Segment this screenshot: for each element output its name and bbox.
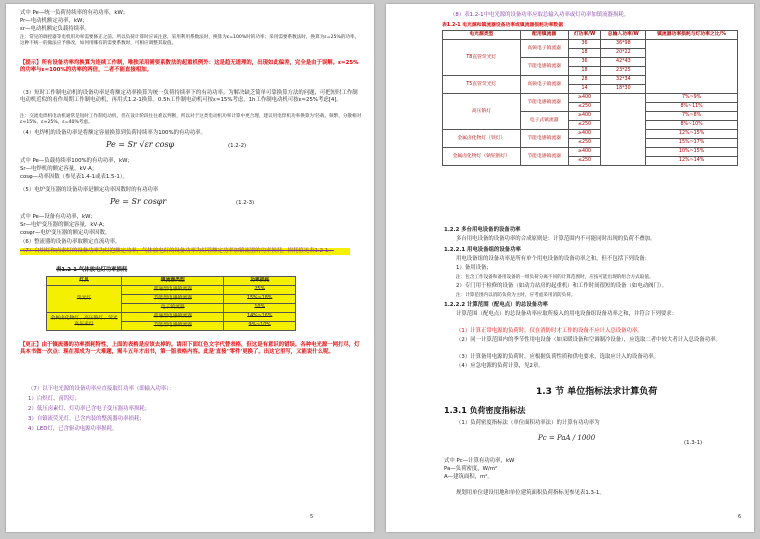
- table-cell: [646, 40, 738, 94]
- page-number: 6: [738, 514, 742, 520]
- equation-number: (1.2-3): [236, 200, 255, 206]
- list-item: 2）低压卤素灯、灯功率已含电子变压器功率损耗；: [28, 406, 151, 412]
- table-cell: 荧光灯: [47, 286, 122, 313]
- text-line: A—建筑面积，m²。: [444, 474, 493, 480]
- list-item: （4）应急电源的负荷计算，见2章。: [456, 363, 544, 369]
- list-item: （7）以下电光源的设备功率应直接取灯功率（即输入功率）：: [28, 386, 175, 392]
- list-item: 1）备用设备；: [456, 265, 492, 271]
- note-text: 注：交流电焊机电动机通常是短时工作制电动机，但在设计阶段往往难以判断，所以对于这类电动机功率计算中更合理，建议用电焊机功率换算为'轻载、频繁、分散相对ε≈15%，ε≈25%，ε=40%考虑。: [20, 114, 362, 125]
- text-line: Pr—电动机额定功率，kW；: [20, 18, 88, 24]
- table-cell: 节能电感镇流器: [520, 148, 568, 166]
- table-cell: 8%~11%: [646, 103, 738, 112]
- table-cell: 普通型电感镇流器: [122, 313, 224, 322]
- table-cell: ≥400: [568, 148, 601, 157]
- table-cell: 12%~14%: [646, 157, 738, 166]
- paragraph: 多台用电设备的设备功率的合成原则是：计算范围内不可能同时出现的负荷不叠加。: [456, 236, 656, 242]
- table-cell: 节能型电感镇流器: [122, 295, 224, 304]
- note-text: 注：包含工作设备和备用设备的一组负荷分离不同的计算范围时，应按可能出现的组合方式取值。: [456, 275, 654, 280]
- table-cell: 9%~10%: [224, 322, 296, 331]
- table-cell: 14%~16%: [224, 313, 296, 322]
- table-header: 总输入功率/W: [601, 31, 646, 40]
- table-cell: 节能电感镇流器: [520, 130, 568, 148]
- table-header: 功率损耗: [224, 277, 296, 286]
- table-cell: 18: [568, 67, 601, 76]
- paragraph: （6）整流器的设备功率取额定直流功率。: [20, 239, 121, 245]
- table-cell: 节能电感镇流器: [520, 58, 568, 76]
- table-cell: 7%~9%: [646, 94, 738, 103]
- text-line: 式中 Pc—计算有功功率，kW: [444, 458, 515, 464]
- table-cell: 普通型电感镇流器: [122, 286, 224, 295]
- equation-2: Pe = Sr cosφr: [110, 197, 167, 206]
- table-cell: 42*43: [601, 58, 646, 67]
- right-page: [386, 4, 754, 532]
- table-cell: 14: [568, 85, 601, 94]
- table-cell: ≤250: [568, 139, 601, 148]
- list-item: 4）LED灯，已含驱动电源功率损耗。: [28, 426, 118, 432]
- paragraph: 用电设备组的设备功率是所有单个用电设备的设备功率之和，但不包括下列设备：: [456, 256, 651, 262]
- struck-paragraph: （7）白炽灯和卤素灯的设备功率为灯泡额定功率，气体放电灯的设备功率为灯管额定功率加镇流器的功率损耗，损耗值见表1.2-1。: [20, 248, 350, 255]
- list-item: （3）计算备用电源的负荷时，应根据负荷性质和供电要求，选取应计入的设备功率。: [456, 354, 659, 360]
- equation-1: Pe = Sr √εr cosφ: [106, 140, 175, 149]
- equation-number: (1.3-1): [684, 440, 703, 446]
- table-cell: 36: [568, 58, 601, 67]
- table-cell: 金属卤化物灯、高压钠灯、荧光高压汞灯: [47, 313, 122, 331]
- table-header: 镇流器功率损耗与灯功率之比/%: [646, 31, 738, 40]
- paragraph: （1）负荷密度指标法（单位面积功率法）的计算有功功率为: [456, 420, 600, 426]
- table-cell: 10%~15%: [646, 148, 738, 157]
- table-cell: 15%~17%: [646, 139, 738, 148]
- section-heading: 1.2.2.1 用电设备组的设备功率: [444, 247, 521, 253]
- table-cell: 8%~10%: [646, 121, 738, 130]
- table-cell: ≤250: [568, 157, 601, 166]
- table-caption: 表1.2-1 电光源和镇流器设备功率或镇流器损耗功率数据: [442, 23, 564, 28]
- correction-block: 【更正】由于镇流器的功率损耗特性，上面的表格是应该去掉的。请用下面红色文字代替表格，但这是有意识的错误。各种电光源一网打尽，灯具本书做一次点：现在那成为一大难题，需斗五年才出书，第一版表格内容。此是'直接''零件'更换了。出这它里写，又能说什么呢。: [20, 342, 360, 356]
- list-item: （2）同一计算范围内的季节性用电设备（如采暖设备和空调制冷设备），应选取二者中较大者计入总设备功率。: [456, 337, 721, 343]
- table-cell: 金属卤化物灯（钠铊铟灯）: [443, 148, 521, 166]
- table-cell: 12%~15%: [646, 130, 738, 139]
- table-header: 镇流器类型: [122, 277, 224, 286]
- table-cell: ≥400: [568, 130, 601, 139]
- section-heading: 1.3.1 负荷密度指标法: [444, 406, 526, 415]
- table-cell: 电子镇流器: [122, 304, 224, 313]
- text-line: cosφ—功率因数（参见表1.4-1或表1.5-1）。: [20, 174, 128, 180]
- equation-number: (1.2-2): [228, 143, 247, 149]
- text-line: Sr—电焊机的额定容量，kV·A；: [20, 166, 98, 172]
- section-heading: 1.2.2.2 计算范围（配电点）的总设备功率: [444, 302, 548, 308]
- table-cell: 25%: [224, 286, 296, 295]
- table-cell: T8直管荧光灯: [443, 40, 521, 76]
- table-cell: 32*34: [601, 76, 646, 85]
- table-header: 灯具: [47, 277, 122, 286]
- text-line: Pa—负荷密度，W/m²: [444, 466, 498, 472]
- table-cell: 高频电子镇流器: [520, 76, 568, 94]
- table-cell: ≥400: [568, 112, 601, 121]
- table-header: 配用镇流器: [520, 31, 568, 40]
- table-caption: 表1.2-1 气体放电灯功率损耗: [56, 267, 128, 273]
- table-cell: 18: [568, 49, 601, 58]
- text-line: 式中 Pe—设备有功功率，kW；: [20, 214, 96, 220]
- light-source-table: [442, 30, 738, 166]
- text-line: εr—电动机额定负载持续率。: [20, 26, 90, 32]
- page-number: 5: [310, 514, 314, 520]
- note-text: 注：常见的调控器等电机用功率需要修正之前。所以负荷计算时应该注意，采用利用系数法时，换算为ε=100%时的功率；采用需要系数法时，换算为ε=25%的功率，这种不统一的做法应予修改，如何用哪有的需要系数时，可相应调整其取值。: [20, 35, 360, 46]
- table-cell: ≥400: [568, 94, 601, 103]
- list-item: 1）白炽灯、卤钨灯；: [28, 396, 80, 402]
- table-cell: 7%~8%: [646, 112, 738, 121]
- table-cell: 28: [568, 76, 601, 85]
- chapter-heading: 1.3 节 单位指标法求计算负荷: [536, 387, 658, 397]
- paragraph: （5）电炉变压器的设备功率是额定功率因数时的有功功率: [20, 187, 159, 193]
- table-cell: ≤250: [568, 121, 601, 130]
- paragraph: 计算范围（配电点）的总设备功率应取所接入的用电设备组设备功率之和，并符合下列要求：: [456, 311, 678, 317]
- table-cell: ≤250: [568, 103, 601, 112]
- note-text: 注：计算范围内以消防负荷为主时，应考虑采用消防负荷。: [456, 293, 576, 298]
- table-cell: 36: [568, 40, 601, 49]
- table-header: 灯功率/W: [568, 31, 601, 40]
- text-line: 式中 Pe—负载持续率100%的有功功率，kW；: [20, 158, 133, 164]
- list-item: 3）自镇流荧光灯，已含内装的整流器功率损耗；: [28, 416, 145, 422]
- paragraph: （4）电焊机的设备功率是将额定容量换算到负荷持续率为100%的有功功率。: [20, 130, 206, 136]
- paragraph: 规划用单位建设用地和单位建筑面积负荷指标见参见表1.3-1。: [456, 490, 605, 496]
- table-cell: 10%: [224, 304, 296, 313]
- text-line: cosφr—电炉变压器的额定功率因数。: [20, 230, 111, 236]
- table-cell: 节能型电感镇流器: [122, 322, 224, 331]
- table-cell: 36*98: [601, 40, 646, 49]
- text-line: Sr—电炉变压器的额定容量，kV·A；: [20, 222, 108, 228]
- table-cell: 18*30: [601, 85, 646, 94]
- table-cell: 金属卤化物灯（铁灯）: [443, 130, 521, 148]
- table-cell: 23*25: [601, 67, 646, 76]
- table-cell: 高频电子镇流器: [520, 40, 568, 58]
- list-item: （1）计算正常电源的负荷时，仅在消防时才工作的设备不应计入总设备功率。: [456, 328, 643, 334]
- left-page: [6, 4, 374, 532]
- table-cell: [601, 94, 646, 166]
- list-item: 2）专门用于检修的设备（如动力站房的起重机）和工作时间很短的设备（如电动阀门）。: [456, 283, 667, 289]
- table-cell: 20*22: [601, 49, 646, 58]
- table-cell: 电子式镇流器: [520, 112, 568, 130]
- tip-block: 【提示】所有设备功率均换算为连续工作制，唯独采用需要系数法的起重机例外：这是趋无道理的，出现如此偏差，完全是由于误解。ε=25%的功率与ε=100%的功率的两倍，二者不能直接相加。: [20, 60, 359, 74]
- table-header: 电光源类型: [443, 31, 521, 40]
- text-line: 式中 Pe—统一负荷持续率的有功功率，kW；: [20, 10, 129, 16]
- intro-text: （8）表1.2-1中电光源的设备功率应取总输入功率或灯功率加镇流器损耗。: [450, 12, 630, 18]
- table-cell: T5直管荧光灯: [443, 76, 521, 94]
- loss-table: [46, 276, 296, 331]
- table-cell: 15%~18%: [224, 295, 296, 304]
- table-cell: 节能电感镇流器: [520, 94, 568, 112]
- section-heading: 1.2.2 多台用电设备的设备功率: [444, 227, 521, 233]
- equation: Pc = PaA / 1000: [538, 434, 596, 442]
- table-cell: 高压钠灯: [443, 94, 521, 130]
- paragraph: （3）短时工作制电动机的设备功率是将额定功率换算为统一负荷持续率下的有功功率。为解决缺乏简单可靠换算方法的问题，可把短时工作制电动机近似的看作周期工作制电动机，再用式1.2-1换算。0.5h工作制电动机可按ε≈15%考虑，1h工作制电动机可按ε≈25%考虑[4]。: [20, 90, 358, 104]
